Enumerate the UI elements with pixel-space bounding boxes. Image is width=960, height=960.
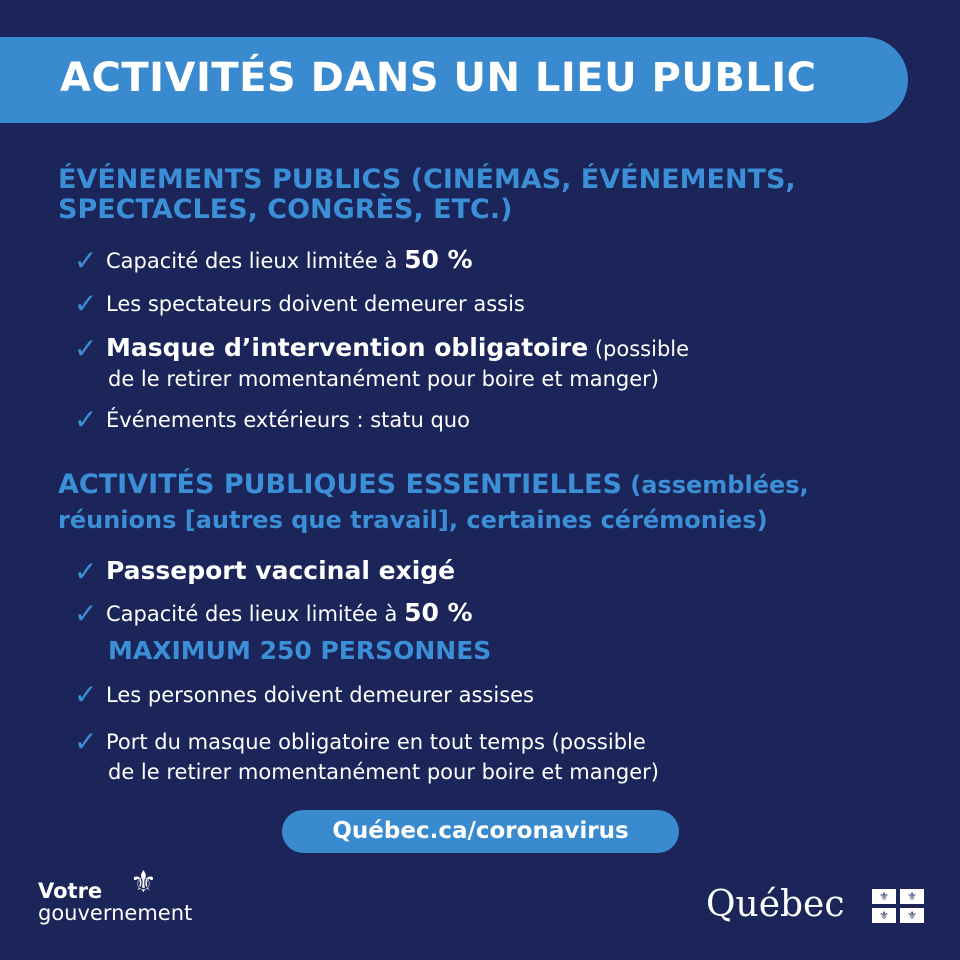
list-item: ✓ Passeport vaccinal exigé [74,555,456,588]
list-item: ✓ Port du masque obligatoire en tout temps (possible [74,725,646,758]
check-icon: ✓ [74,287,98,320]
list-item-continuation: de le retirer momentanément pour boire et manger) [108,367,659,391]
list-item-continuation: de le retirer momentanément pour boire et manger) [108,760,659,784]
list-item: ✓ Capacité des lieux limitée à 50 % [74,244,473,277]
votre-gouvernement-logo: Votre gouvernement ⚜ [38,865,193,925]
list-item: ✓ Les spectateurs doivent demeurer assis [74,287,525,320]
section1-heading: ÉVÉNEMENTS PUBLICS (CINÉMAS, ÉVÉNEMENTS, SPECTACLES, CONGRÈS, ETC.) [58,164,796,225]
check-icon: ✓ [74,244,98,277]
list-item: ✓ Les personnes doivent demeurer assises [74,678,534,711]
quebec-logo: Québec [706,884,845,925]
list-item: ✓ Événements extérieurs : statu quo [74,403,470,436]
check-icon: ✓ [74,725,98,758]
check-icon: ✓ [74,332,98,365]
check-icon: ✓ [74,678,98,711]
list-item: ✓ Masque d’intervention obligatoire (possible [74,332,690,365]
check-icon: ✓ [74,403,98,436]
check-icon: ✓ [74,555,98,588]
quebec-flag-icon: ⚜ ⚜ ⚜ ⚜ [872,889,924,923]
section2-heading: ACTIVITÉS PUBLIQUES ESSENTIELLES (assemblées, réunions [autres que travail], certaines cérémonies) [58,469,809,534]
website-link[interactable]: Québec.ca/coronavirus [282,810,679,853]
page-title: ACTIVITÉS DANS UN LIEU PUBLIC [60,55,817,101]
max-capacity: MAXIMUM 250 PERSONNES [108,636,492,665]
list-item: ✓ Capacité des lieux limitée à 50 % [74,597,473,630]
check-icon: ✓ [74,597,98,630]
title-banner [0,37,908,123]
fleur-de-lis-icon: ⚜ [130,865,157,900]
